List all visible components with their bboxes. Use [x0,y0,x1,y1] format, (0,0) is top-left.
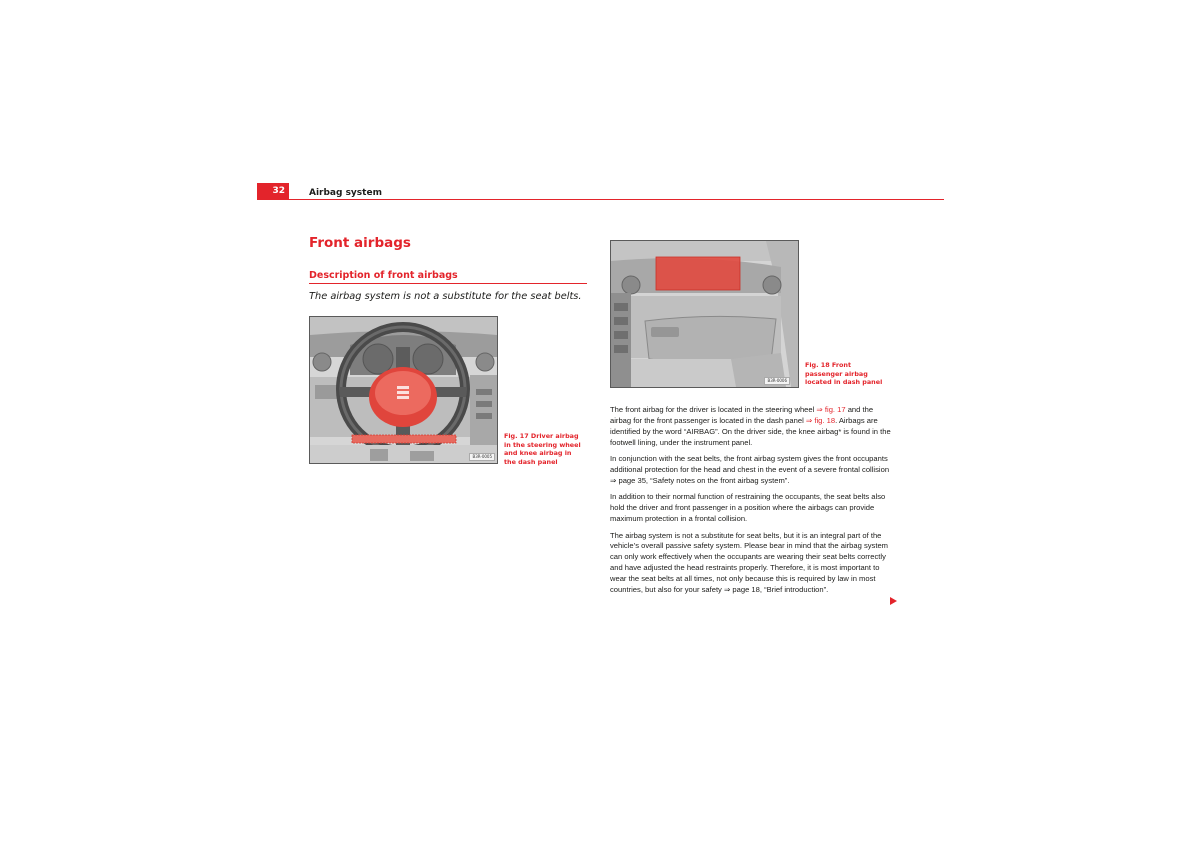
figure-18-code: B3R-0006 [764,377,790,385]
figure-17-image [309,316,498,464]
body-paragraph-1-part-c: . Airbags are identified by the word “AIRBAG”. On the driver side, the knee airbag* is found in the footwell lining, under the instrument panel. [610,415,891,447]
body-paragraph-4: The airbag system is not a substitute for seat belts, but it is an integral part of the vehicle’s overall passive safety system. Please bear in mind that the airbag system can only work effectively when the occupants are wearing their seat belts correctly and have adjusted the head restraints properly. Therefore, it is most important to wear the seat belts at all times, not only because this is required by law in most countries, but also for your safety ⇒ page 18, “Brief introduction”. [610,530,889,595]
body-paragraph-3: In addition to their normal function of restraining the occupants, the seat belts also hold the driver and front passenger in a position where the airbags can provide maximum protection in a frontal collision. [610,492,886,524]
page-number-badge [257,183,289,200]
figure-18-caption: Fig. 18 Front passenger airbag located in dash panel [805,361,883,386]
figure-18-link[interactable]: ⇒ fig. 18 [805,415,836,425]
subsection-title: Description of front airbags [309,270,458,281]
body-text [610,405,892,602]
subsection-rule [309,283,587,284]
passenger-dash-illustration [611,241,798,387]
figure-17-code: B3R-0005 [469,453,495,461]
page-number: 32 [272,186,285,196]
body-paragraph-1 [610,405,892,449]
body-paragraph-1-part-a: The front airbag for the driver is located in the steering wheel [610,405,817,414]
page-title: Front airbags [309,235,411,251]
body-paragraph-2: In conjunction with the seat belts, the front airbag system gives the front occupants additional protection for the head and chest in the event of a severe frontal collision ⇒ page 35, “Safety notes on the front airbag system”. [610,454,890,485]
figure-17-caption: Fig. 17 Driver airbag in the steering wheel and knee airbag in the dash panel [504,432,581,466]
continue-arrow-icon [890,597,897,605]
body-paragraph-1-part-b: and the airbag for the front passenger is located in the dash panel [610,405,874,425]
header-rule [289,199,944,200]
figure-17-link[interactable]: ⇒ fig. 17 [816,405,846,414]
intro-text: The airbag system is not a substitute for the seat belts. [309,291,582,302]
steering-wheel-illustration [310,317,497,463]
figure-18-image [610,240,799,388]
section-title: Airbag system [309,188,382,198]
